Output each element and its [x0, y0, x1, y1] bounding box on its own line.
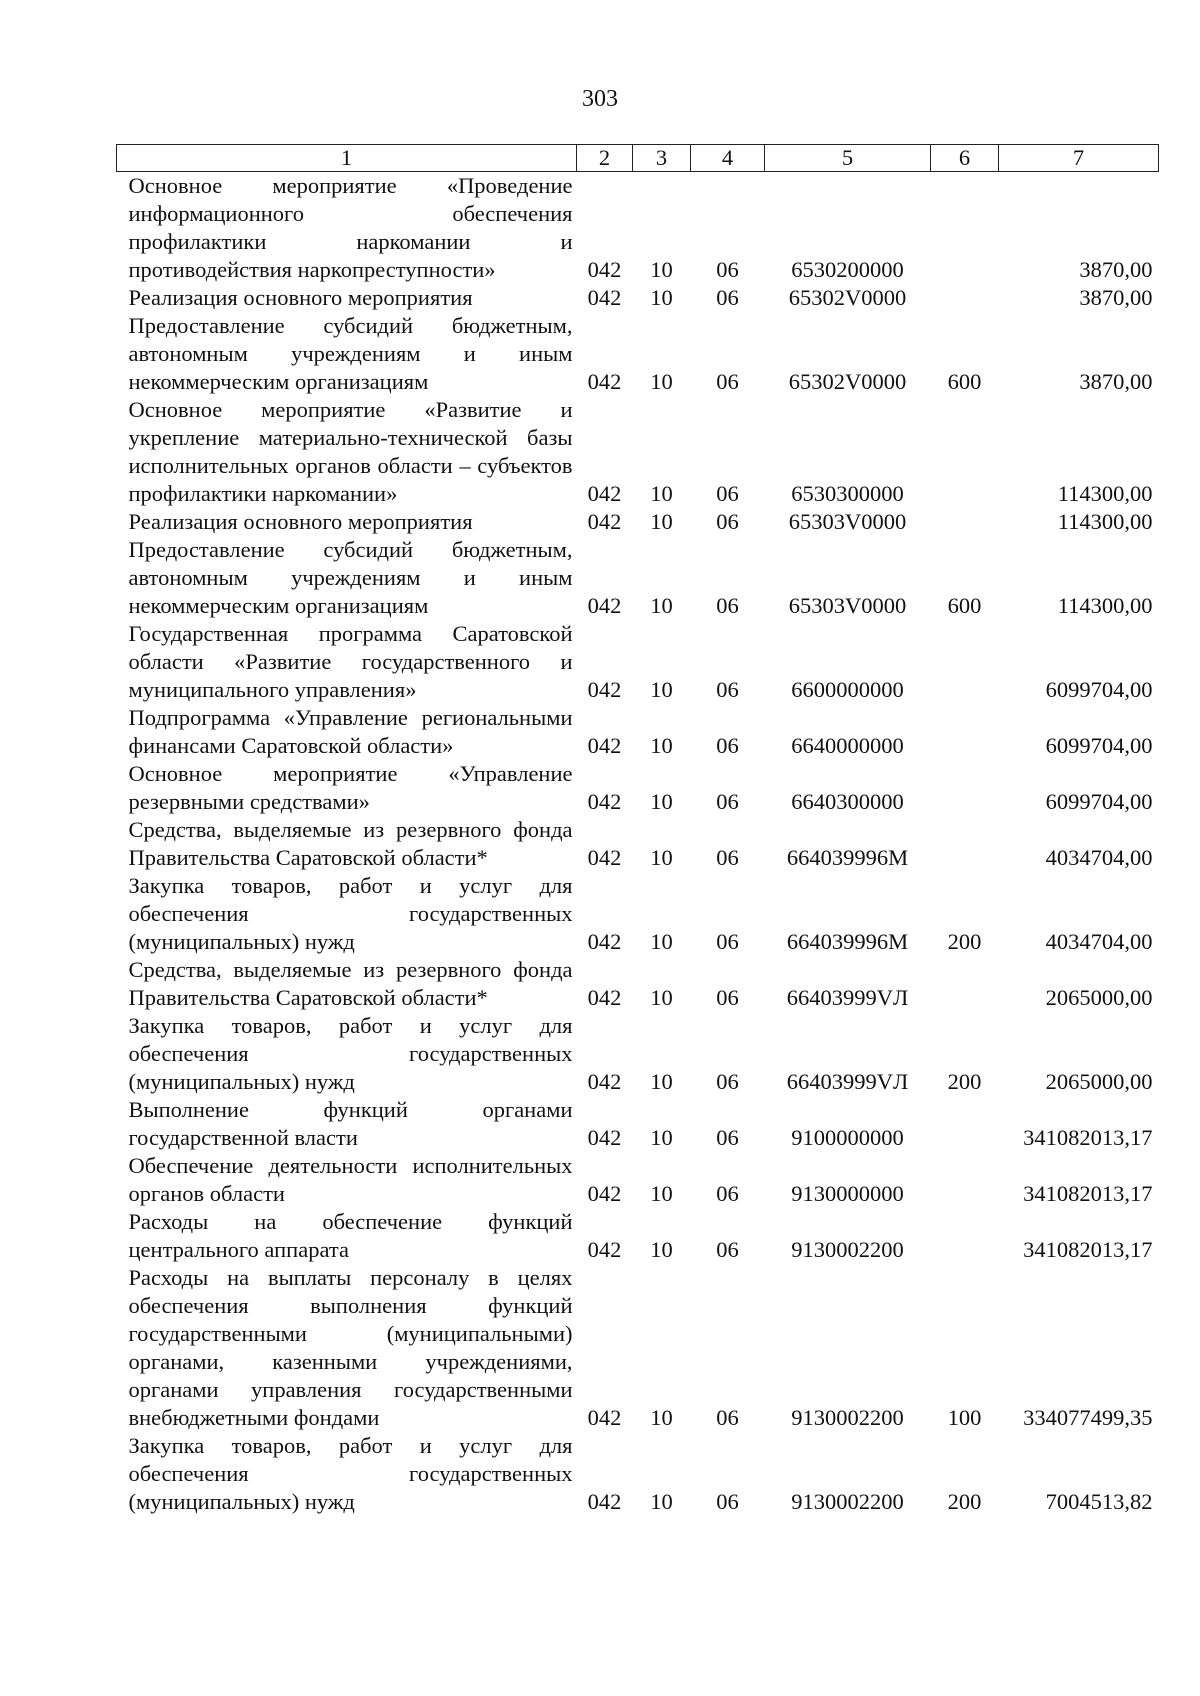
row-code-section: 10 — [650, 257, 673, 282]
row-code-section: 10 — [650, 929, 673, 954]
row-code-subsection: 06 — [716, 369, 739, 394]
budget-table — [116, 144, 1159, 1516]
row-description: Реализация основного мероприятия — [128, 509, 473, 534]
row-description: Закупка товаров, работ и услуг для обеспечения государственных (муниципальных) нужд — [128, 1433, 573, 1514]
row-code-section: 10 — [650, 481, 673, 506]
row-code-target: 6600000000 — [791, 677, 904, 702]
table-row — [117, 620, 1159, 704]
row-amount: 6099704,00 — [1045, 789, 1153, 814]
row-code-section: 10 — [650, 509, 673, 534]
table-row — [117, 284, 1159, 312]
row-code-ministry: 042 — [587, 509, 622, 534]
row-code-subsection: 06 — [716, 1489, 739, 1514]
row-code-subsection: 06 — [716, 1237, 739, 1262]
row-amount: 341082013,17 — [1023, 1125, 1153, 1150]
table-row — [117, 872, 1159, 956]
table-row — [117, 508, 1159, 536]
row-code-target: 65303V0000 — [788, 593, 907, 618]
row-description: Обеспечение деятельности исполнительных органов области — [128, 1153, 573, 1206]
row-code-subsection: 06 — [716, 1181, 739, 1206]
column-header-3: 3 — [633, 145, 691, 172]
row-code-ministry: 042 — [587, 593, 622, 618]
row-code-expense-type — [931, 172, 999, 285]
row-code-section: 10 — [650, 845, 673, 870]
table-row — [117, 1264, 1159, 1432]
row-code-subsection: 06 — [716, 285, 739, 310]
row-code-expense-type — [931, 760, 999, 816]
row-code-target: 9130002200 — [791, 1405, 904, 1430]
row-code-ministry: 042 — [587, 789, 622, 814]
row-description: Государственная программа Саратовской области «Развитие государственного и муниципального управления» — [128, 621, 573, 702]
row-code-expense-type — [931, 1096, 999, 1152]
row-code-target: 664039996М — [786, 929, 909, 954]
column-header-2: 2 — [577, 145, 633, 172]
table-row — [117, 172, 1159, 285]
row-code-expense-type — [931, 956, 999, 1012]
row-description: Основное мероприятие «Управление резервными средствами» — [128, 761, 573, 814]
row-code-target: 65303V0000 — [788, 509, 907, 534]
row-code-target: 6530300000 — [791, 481, 904, 506]
row-code-subsection: 06 — [716, 1125, 739, 1150]
row-amount: 4034704,00 — [1045, 845, 1153, 870]
row-code-target: 664039996М — [786, 845, 909, 870]
row-code-subsection: 06 — [716, 481, 739, 506]
row-amount: 4034704,00 — [1045, 929, 1153, 954]
column-header-6: 6 — [931, 145, 999, 172]
row-description: Реализация основного мероприятия — [128, 285, 473, 310]
row-code-section: 10 — [650, 1069, 673, 1094]
row-code-ministry: 042 — [587, 257, 622, 282]
row-code-expense-type — [931, 620, 999, 704]
row-code-expense-type — [931, 816, 999, 872]
row-code-target: 6640300000 — [791, 789, 904, 814]
row-code-subsection: 06 — [716, 845, 739, 870]
row-description: Средства, выделяемые из резервного фонда Правительства Саратовской области* — [128, 817, 573, 870]
row-amount: 341082013,17 — [1023, 1237, 1153, 1262]
row-code-expense-type: 600 — [947, 593, 982, 618]
row-code-expense-type: 100 — [947, 1405, 982, 1430]
row-code-expense-type — [931, 1152, 999, 1208]
row-code-ministry: 042 — [587, 1181, 622, 1206]
row-code-ministry: 042 — [587, 1069, 622, 1094]
column-header-7: 7 — [999, 145, 1159, 172]
row-code-expense-type — [931, 704, 999, 760]
row-description: Закупка товаров, работ и услуг для обеспечения государственных (муниципальных) нужд — [128, 1013, 573, 1094]
row-code-section: 10 — [650, 285, 673, 310]
row-description: Основное мероприятие «Проведение информационного обеспечения профилактики наркомании и противодействия наркопреступности» — [128, 173, 573, 282]
row-code-subsection: 06 — [716, 1069, 739, 1094]
row-code-ministry: 042 — [587, 481, 622, 506]
row-code-ministry: 042 — [587, 369, 622, 394]
table-row — [117, 1432, 1159, 1516]
row-amount: 3870,00 — [1079, 257, 1153, 282]
row-code-section: 10 — [650, 1405, 673, 1430]
row-code-expense-type — [931, 284, 999, 312]
row-code-target: 6530200000 — [791, 257, 904, 282]
row-code-subsection: 06 — [716, 1405, 739, 1430]
table-row — [117, 396, 1159, 508]
row-code-subsection: 06 — [716, 257, 739, 282]
row-code-ministry: 042 — [587, 985, 622, 1010]
table-row — [117, 760, 1159, 816]
row-code-ministry: 042 — [587, 1405, 622, 1430]
row-code-expense-type: 200 — [947, 1489, 982, 1514]
row-amount: 114300,00 — [1057, 593, 1153, 618]
row-description: Выполнение функций органами государственной власти — [128, 1097, 573, 1150]
row-code-expense-type — [931, 396, 999, 508]
column-header-5: 5 — [765, 145, 931, 172]
row-code-target: 65302V0000 — [788, 285, 907, 310]
row-amount: 6099704,00 — [1045, 733, 1153, 758]
table-row — [117, 536, 1159, 620]
row-code-target: 9100000000 — [791, 1125, 904, 1150]
row-description: Закупка товаров, работ и услуг для обеспечения государственных (муниципальных) нужд — [128, 873, 573, 954]
row-description: Расходы на выплаты персоналу в целях обеспечения выполнения функций государственными (муниципальными) органами, казенными учреждениями, органами управления государственными внебюджетными фондами — [128, 1265, 573, 1430]
row-code-section: 10 — [650, 369, 673, 394]
row-amount: 2065000,00 — [1045, 1069, 1153, 1094]
row-code-expense-type: 600 — [947, 369, 982, 394]
row-code-subsection: 06 — [716, 929, 739, 954]
table-body — [117, 172, 1159, 1517]
row-code-expense-type: 200 — [947, 929, 982, 954]
row-code-expense-type: 200 — [947, 1069, 982, 1094]
row-code-ministry: 042 — [587, 677, 622, 702]
row-amount: 334077499,35 — [1023, 1405, 1153, 1430]
row-code-subsection: 06 — [716, 509, 739, 534]
row-code-section: 10 — [650, 593, 673, 618]
table-row — [117, 1012, 1159, 1096]
table-row — [117, 312, 1159, 396]
row-amount: 3870,00 — [1079, 285, 1153, 310]
column-header-1: 1 — [117, 145, 577, 172]
table-row — [117, 704, 1159, 760]
row-amount: 3870,00 — [1079, 369, 1153, 394]
row-amount: 2065000,00 — [1045, 985, 1153, 1010]
table-row — [117, 1152, 1159, 1208]
row-description: Предоставление субсидий бюджетным, автономным учреждениям и иным некоммерческим организациям — [128, 313, 573, 394]
row-code-section: 10 — [650, 1489, 673, 1514]
row-description: Расходы на обеспечение функций центрального аппарата — [128, 1209, 573, 1262]
row-code-target: 9130000000 — [791, 1181, 904, 1206]
row-amount: 7004513,82 — [1045, 1489, 1153, 1514]
row-amount: 114300,00 — [1057, 509, 1153, 534]
table-row — [117, 956, 1159, 1012]
row-code-target: 66403999VЛ — [786, 1069, 909, 1094]
row-code-subsection: 06 — [716, 593, 739, 618]
row-code-expense-type — [931, 508, 999, 536]
row-code-section: 10 — [650, 677, 673, 702]
row-code-subsection: 06 — [716, 789, 739, 814]
row-code-ministry: 042 — [587, 733, 622, 758]
table-row — [117, 1096, 1159, 1152]
row-code-ministry: 042 — [587, 1237, 622, 1262]
column-header-4: 4 — [691, 145, 765, 172]
row-code-section: 10 — [650, 789, 673, 814]
page-number: 303 — [582, 86, 618, 112]
row-code-ministry: 042 — [587, 285, 622, 310]
row-code-expense-type — [931, 1208, 999, 1264]
row-description: Предоставление субсидий бюджетным, автономным учреждениям и иным некоммерческим организациям — [128, 537, 573, 618]
row-code-section: 10 — [650, 733, 673, 758]
row-code-target: 9130002200 — [791, 1489, 904, 1514]
row-code-section: 10 — [650, 985, 673, 1010]
row-code-section: 10 — [650, 1237, 673, 1262]
row-description: Основное мероприятие «Развитие и укрепление материально-технической базы исполнительных органов области – субъектов профилактики наркомании» — [128, 397, 573, 506]
row-description: Подпрограмма «Управление региональными финансами Саратовской области» — [128, 705, 573, 758]
row-code-target: 66403999VЛ — [786, 985, 909, 1010]
row-amount: 114300,00 — [1057, 481, 1153, 506]
row-amount: 341082013,17 — [1023, 1181, 1153, 1206]
row-code-subsection: 06 — [716, 677, 739, 702]
row-code-target: 9130002200 — [791, 1237, 904, 1262]
row-code-target: 65302V0000 — [788, 369, 907, 394]
row-code-subsection: 06 — [716, 733, 739, 758]
row-description: Средства, выделяемые из резервного фонда Правительства Саратовской области* — [128, 957, 573, 1010]
table-header-row — [117, 145, 1159, 172]
row-code-ministry: 042 — [587, 1125, 622, 1150]
row-code-ministry: 042 — [587, 845, 622, 870]
table-row — [117, 816, 1159, 872]
row-code-section: 10 — [650, 1125, 673, 1150]
table-row — [117, 1208, 1159, 1264]
row-code-ministry: 042 — [587, 929, 622, 954]
row-amount: 6099704,00 — [1045, 677, 1153, 702]
row-code-target: 6640000000 — [791, 733, 904, 758]
row-code-ministry: 042 — [587, 1489, 622, 1514]
row-code-section: 10 — [650, 1181, 673, 1206]
row-code-subsection: 06 — [716, 985, 739, 1010]
